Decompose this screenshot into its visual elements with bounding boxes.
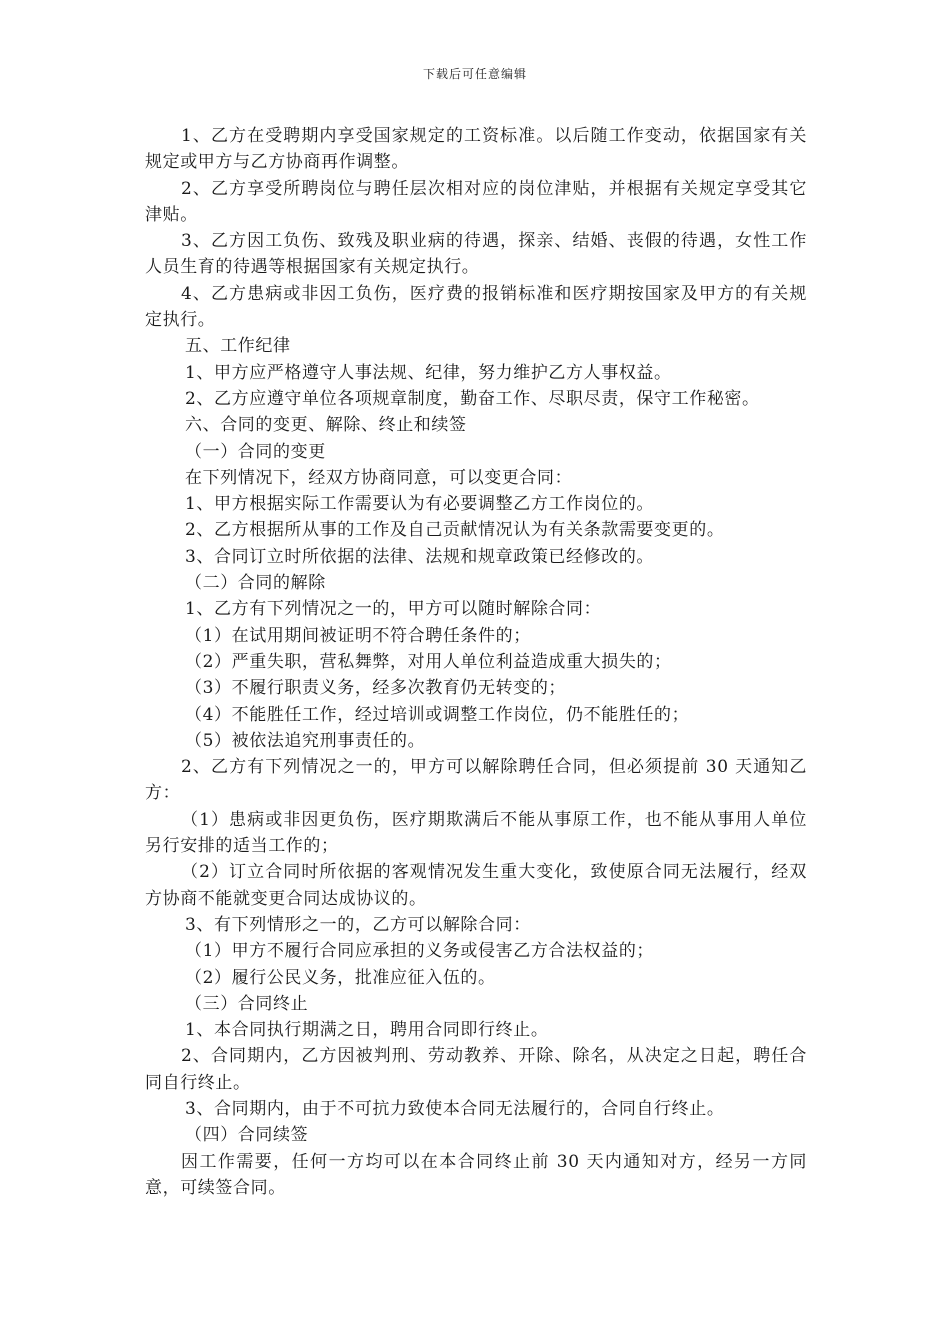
list-item-termination-3: （3）不履行职责义务，经多次教育仍无转变的； xyxy=(185,678,567,699)
section-heading-contract-changes: 六、合同的变更、解除、终止和续签 xyxy=(185,415,467,436)
section-heading-discipline: 五、工作纪律 xyxy=(185,336,291,357)
list-item-notice-2: （2）订立合同时所依据的客观情况发生重大变化，致使原合同无法履行，经双方协商不能就变更合同达成协议的。 xyxy=(145,862,807,909)
list-item-end-3: 3、合同期内，由于不可抗力致使本合同无法履行的，合同自行终止。 xyxy=(185,1098,725,1119)
list-item-change-3: 3、合同订立时所依据的法律、法规和规章政策已经修改的。 xyxy=(185,546,655,567)
list-item-termination-5: （5）被依法追究刑事责任的。 xyxy=(185,730,426,751)
paragraph-post-allowance: 2、乙方享受所聘岗位与聘任层次相对应的岗位津贴，并根据有关规定享受其它津贴。 xyxy=(145,178,807,225)
subheading-contract-renewal: （四）合同续签 xyxy=(185,1125,309,1146)
list-item-termination-2: （2）严重失职，营私舞弊，对用人单位利益造成重大损失的； xyxy=(185,651,672,672)
paragraph-party-b-discipline: 2、乙方应遵守单位各项规章制度，勤奋工作、尽职尽责，保守工作秘密。 xyxy=(185,388,760,409)
paragraph-party-a-discipline: 1、甲方应严格遵守人事法规、纪律，努力维护乙方人事权益。 xyxy=(185,362,672,383)
paragraph-medical-expenses: 4、乙方患病或非因工负伤，医疗费的报销标准和医疗期按国家及甲方的有关规定执行。 xyxy=(145,283,807,331)
paragraph-termination-any-time: 1、乙方有下列情况之一的，甲方可以随时解除合同： xyxy=(185,599,602,620)
paragraph-injury-benefits: 3、乙方因工负伤、致残及职业病的待遇，探亲、结婚、丧假的待遇，女性工作人员生育的待遇等根据国家有关规定执行。 xyxy=(145,231,807,278)
document-body xyxy=(145,123,807,1201)
list-item-party-b-1: （1）甲方不履行合同应承担的义务或侵害乙方合法权益的； xyxy=(185,941,655,962)
paragraph-salary-standard: 1、乙方在受聘期内享受国家规定的工资标准。以后随工作变动，依据国家有关规定或甲方与乙方协商再作调整。 xyxy=(145,126,807,173)
paragraph-renewal: 因工作需要，任何一方均可以在本合同终止前 30 天内通知对方，经另一方同意，可续签合同。 xyxy=(145,1151,807,1198)
list-item-party-b-2: （2）履行公民义务，批准应征入伍的。 xyxy=(185,967,496,988)
list-item-end-2: 2、合同期内，乙方因被判刑、劳动教养、开除、除名，从决定之日起，聘任合同自行终止。 xyxy=(145,1046,807,1093)
list-item-notice-1: （1）患病或非因更负伤，医疗期欺满后不能从事原工作，也不能从事用人单位另行安排的适当工作的； xyxy=(145,809,807,857)
paragraph-change-conditions: 在下列情况下，经双方协商同意，可以变更合同： xyxy=(185,467,573,488)
paragraph-termination-with-notice: 2、乙方有下列情况之一的，甲方可以解除聘任合同，但必须提前 30 天通知乙方： xyxy=(145,757,807,804)
list-item-change-1: 1、甲方根据实际工作需要认为有必要调整乙方工作岗位的。 xyxy=(185,494,655,515)
list-item-termination-4: （4）不能胜任工作，经过培训或调整工作岗位，仍不能胜任的； xyxy=(185,704,690,725)
list-item-end-1: 1、本合同执行期满之日，聘用合同即行终止。 xyxy=(185,1020,549,1041)
subheading-contract-change: （一）合同的变更 xyxy=(185,441,326,462)
paragraph-party-b-termination: 3、有下列情形之一的，乙方可以解除合同： xyxy=(185,914,531,935)
list-item-termination-1: （1）在试用期间被证明不符合聘任条件的； xyxy=(185,625,531,646)
subheading-contract-termination: （二）合同的解除 xyxy=(185,573,326,594)
subheading-contract-end: （三）合同终止 xyxy=(185,993,309,1014)
list-item-change-2: 2、乙方根据所从事的工作及自己贡献情况认为有关条款需要变更的。 xyxy=(185,520,725,541)
page-header: 下载后可任意编辑 xyxy=(422,67,527,81)
